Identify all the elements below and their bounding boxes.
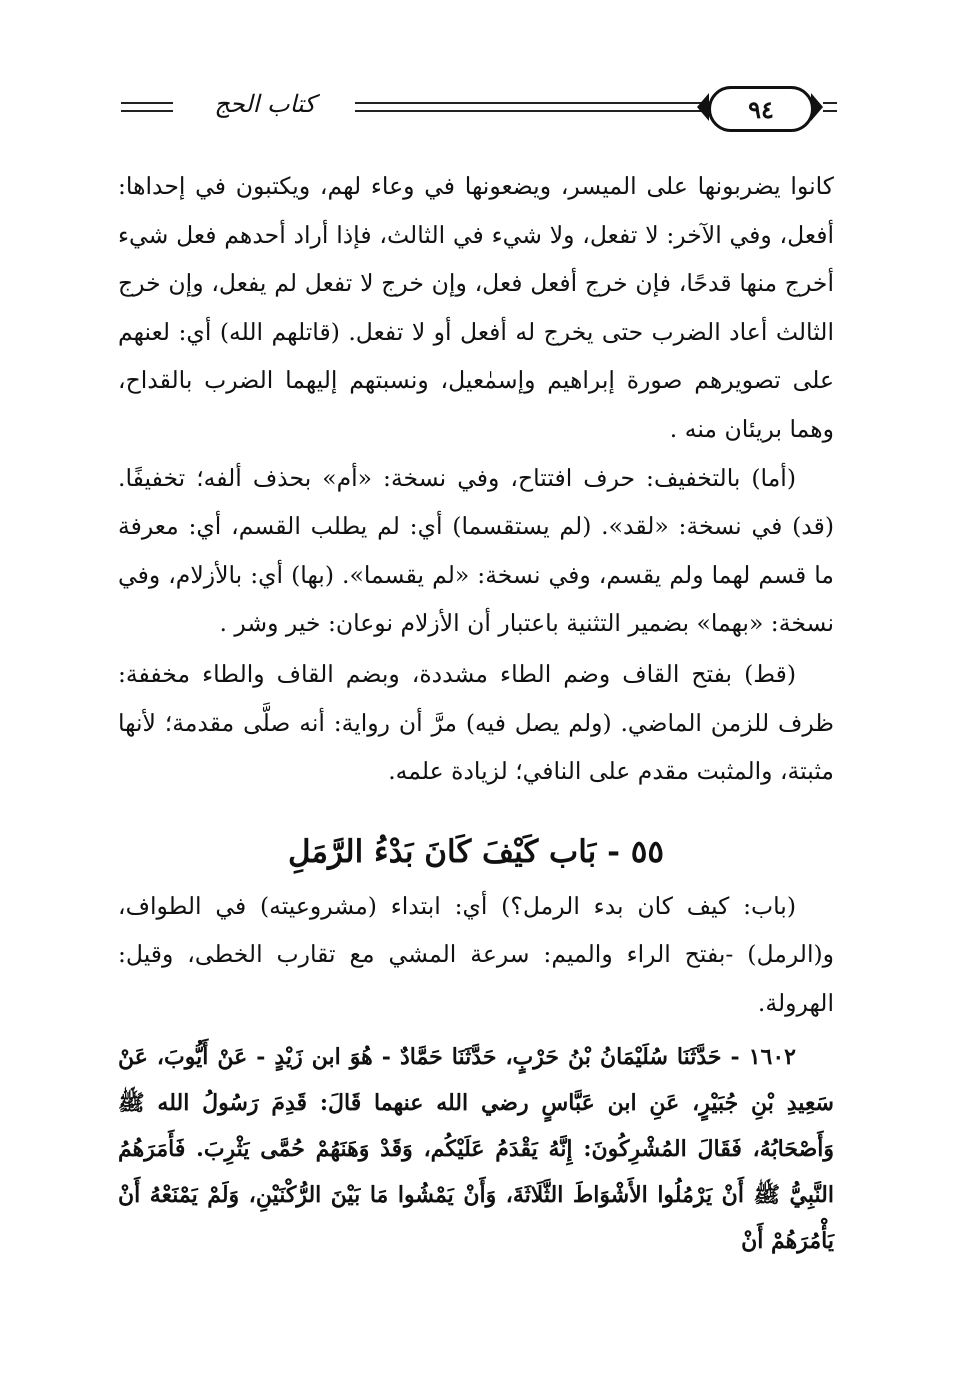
chapter-heading: ٥٥ - بَاب كَيْفَ كَانَ بَدْءُ الرَّمَلِ bbox=[287, 833, 665, 870]
header-rule-left-top bbox=[121, 102, 173, 104]
oval-right-tail bbox=[811, 93, 823, 121]
page-body bbox=[118, 162, 834, 1264]
header-rule-right-top bbox=[823, 102, 837, 104]
paragraph-commentary-3: (قط) بفتح القاف وضم الطاء مشددة، وبضم القاف والطاء مخففة: ظرف للزمن الماضي. (ولم يصل فيه) مرَّ أن رواية: أنه صلَّى مقدمة؛ لأنها مثبتة، والمثبت مقدم على النافي؛ لزيادة علمه. bbox=[118, 659, 834, 786]
page-header bbox=[115, 86, 835, 130]
page-number: ٩٤ bbox=[708, 86, 814, 132]
paragraph-commentary-1: كانوا يضربونها على الميسر، ويضعونها في وعاء لهم، ويكتبون في إحداها: أفعل، وفي الآخر: لا تفعل، ولا شيء في الثالث، فإذا أراد أحدهم فعل شيء أخرج منها قدحًا، فإن خرج أفعل فعل، وإن خرج لا تفعل لم يفعل، وإن خرج الثالث أعاد الضرب حتى يخرج له أفعل أو لا تفعل. (قاتلهم الله) أي: لعنهم على تصويرهم صورة إبراهيم وإسمٰعيل، ونسبتهم إليهما الضرب بالقداح، وهما بريئان منه . bbox=[118, 172, 834, 443]
header-rule-mid-top bbox=[355, 102, 705, 104]
header-rule-mid-bottom bbox=[355, 110, 705, 112]
running-book-title: كتاب الحج bbox=[214, 90, 316, 118]
header-rule-left-bottom bbox=[121, 110, 173, 112]
header-rule-right-bottom bbox=[823, 110, 837, 112]
paragraph-commentary-2: (أما) بالتخفيف: حرف افتتاح، وفي نسخة: «أم» بحذف ألفه؛ تخفيفًا. (قد) في نسخة: «لقد». (لم يستقسما) أي: لم يطلب القسم، أي: معرفة ما قسم لهما ولم يقسم، وفي نسخة: «لم يقسما». (بها) أي: بالأزلام، وفي نسخة: «بهما» بضمير التثنية باعتبار أن الأزلام نوعان: خير وشر . bbox=[118, 463, 834, 638]
paragraph-chapter-commentary: (باب: كيف كان بدء الرمل؟) أي: ابتداء (مشروعيته) في الطواف، و(الرمل) -بفتح الراء والميم: سرعة المشي مع تقارب الخطى، وقيل: الهرولة. bbox=[118, 891, 834, 1017]
hadith-text: ١٦٠٢ - حَدَّثَنَا سُلَيْمَانُ بْنُ حَرْبٍ، حَدَّثَنَا حَمَّادٌ - هُوَ ابن زَيْدٍ - عَنْ أَيُّوبَ، عَنْ سَعِيدِ بْنِ جُبَيْرٍ، عَنِ ابن عَبَّاسٍ رضي الله عنهما قَالَ: قَدِمَ رَسُولُ الله ﷺ وَأَصْحَابُهُ، فَقَالَ المُشْرِكُونَ: إِنَّهُ يَقْدَمُ عَلَيْكُم، وَقَدْ وَهَنَهُمْ حُمَّى يَثْرِبَ. فَأَمَرَهُمُ النَّبِيُّ ﷺ أَنْ يَرْمُلُوا الأَشْوَاطَ الثَّلَاثَةَ، وَأَنْ يَمْشُوا مَا بَيْنَ الرُّكْنَيْنِ، وَلَمْ يَمْنَعْهُ أَنْ يَأْمُرَهُمْ أَنْ bbox=[118, 1043, 834, 1254]
